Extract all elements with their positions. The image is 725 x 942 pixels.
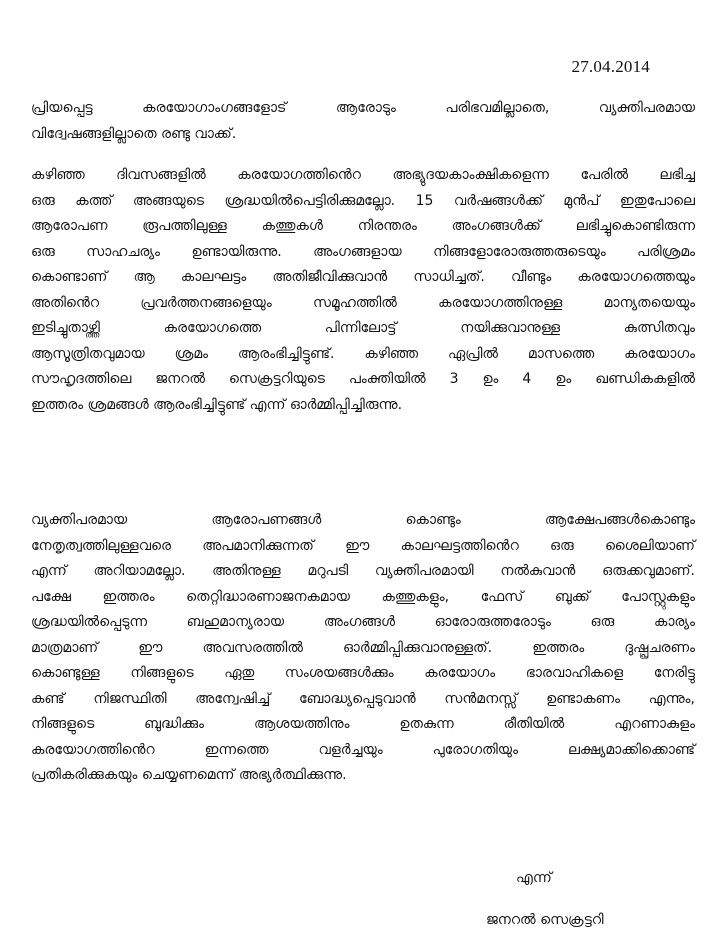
paragraph-line: ഇത്തരം ശ്രമങ്ങൾ ആരംഭിച്ചിട്ടുണ്ട് എന്ന് ഓർമ്മിപ്പിച്ചിരുന്നു.: [31, 396, 403, 413]
paragraph-line: സൗഹൃദത്തിലെ ജനറൽ സെക്രട്ടറിയുടെ പംക്തിയിൽ 3 ഉം 4 ഉം ഖണ്ഡികകളിൽ: [31, 371, 695, 387]
paragraph-line: മാത്രമാണ് ഈ അവസരത്തിൽ ഓർമ്മിപ്പിക്കുവാനുള്ളത്. ഇത്തരം ദുഷ്പ്രചരണം: [31, 639, 695, 656]
paragraph-line: ഒരു കത്ത് അങ്ങയുടെ ശ്രദ്ധയിൽപെട്ടിരിക്കുമല്ലോ. 15 വർഷങ്ങൾക്ക് മുൻപ് ഇതുപോലെ: [31, 192, 695, 209]
paragraph-line: ആരോപണ രൂപത്തിലുള്ള കത്തുകൾ നിരന്തരം അംഗങ്ങൾക്ക് ലഭിച്ചുകൊണ്ടിരുന്ന: [31, 218, 695, 234]
paragraph-line: വിദ്വേഷങ്ങളില്ലാതെ രണ്ടു വാക്ക്.: [31, 125, 237, 142]
paragraph-line: കഴിഞ്ഞ ദിവസങ്ങളിൽ കരയോഗത്തിൻെറ അഭ്യുദയകാംക്ഷികളെന്ന പേരിൽ ലഭിച്ച: [31, 167, 695, 183]
letter-closing: എന്ന്: [516, 870, 552, 886]
paragraph-line: പ്രിയപ്പെട്ട കരയോഗാംഗങ്ങളോട് ആരോടും പരിഭവമില്ലാതെ, വ്യക്തിപരമായ: [31, 100, 695, 116]
paragraph-line: ശ്രദ്ധയിൽപ്പെടുന്ന ബഹുമാന്യരായ അംഗങ്ങൾ ഓരോരുത്തരോടും ഒരു കാര്യം: [31, 614, 695, 630]
paragraph-line: കണ്ട് നിജസ്ഥിതി അന്വേഷിച്ച് ബോദ്ധ്യപ്പെടുവാൻ സൻമനസ്സ് ഉണ്ടാകണം എന്നും,: [31, 690, 695, 707]
paragraph-line: കൊണ്ടാണ് ആ കാലഘട്ടം അതിജീവിക്കുവാൻ സാധിച്ചത്. വീണ്ടും കരയോഗത്തെയും: [31, 269, 695, 285]
paragraph-body-2: [31, 508, 695, 789]
paragraph-greeting: [31, 96, 695, 147]
paragraph-body-1: [31, 163, 695, 418]
letter-signature: ജനറൽ സെക്രട്ടറി: [486, 912, 604, 928]
paragraph-line: ആസൂത്രിതവുമായ ശ്രമം ആരംഭിച്ചിട്ടുണ്ട്. കഴിഞ്ഞ ഏപ്രിൽ മാസത്തെ കരയോഗം: [31, 345, 695, 362]
paragraph-line: പ്രതികരിക്കുകയും ചെയ്യണമെന്ന് അഭ്യർത്ഥിക്കുന്നു.: [31, 767, 347, 783]
paragraph-line: ഒരു സാഹചര്യം ഉണ്ടായിരുന്നു. അംഗങ്ങളായ നിങ്ങളോരോരുത്തരുടെയും പരിശ്രമം: [31, 243, 695, 260]
paragraph-line: നിങ്ങളുടെ ബുദ്ധിക്കും ആശയത്തിനും ഉതകുന്ന രീതിയിൽ എറണാകുളം: [31, 716, 695, 732]
paragraph-line: കൊണ്ടുള്ള നിങ്ങളുടെ ഏതു സംശയങ്ങൾക്കും കരയോഗം ഭാരവാഹികളെ നേരിട്ടു: [31, 665, 695, 681]
paragraph-line: അതിൻെറ പ്രവർത്തനങ്ങളെയും സമൂഹത്തിൽ കരയോഗത്തിനുള്ള മാന്യതയെയും: [31, 294, 695, 311]
paragraph-line: കരയോഗത്തിൻെറ ഇന്നത്തെ വളർച്ചയും പുരോഗതിയും ലക്ഷ്യമാക്കിക്കൊണ്ട്: [31, 741, 695, 758]
paragraph-line: നേതൃത്വത്തിലുള്ളവരെ അപമാനിക്കുന്നത് ഈ കാലഘട്ടത്തിൻെറ ഒരു ശൈലിയാണ്: [31, 537, 695, 554]
paragraph-line: വ്യക്തിപരമായ ആരോപണങ്ങൾ കൊണ്ടും ആക്ഷേപങ്ങൾകൊണ്ടും: [31, 512, 695, 528]
letter-date: 27.04.2014: [571, 57, 650, 76]
paragraph-line: എന്ന് അറിയാമല്ലോ. അതിനുള്ള മറുപടി വ്യക്തിപരമായി നൽകുവാൻ ഒരുക്കവുമാണ്.: [31, 563, 695, 579]
paragraph-line: ഇടിച്ചുതാഴ്ത്തി കരയോഗത്തെ പിന്നിലോട്ട് നയിക്കുവാനുള്ള കുത്സിതവും: [31, 320, 695, 336]
paragraph-line: പക്ഷേ ഇത്തരം തെറ്റിദ്ധാരണാജനകമായ കത്തുകളും, ഫേസ് ബുക്ക് പോസ്റ്റുകളും: [31, 588, 695, 605]
